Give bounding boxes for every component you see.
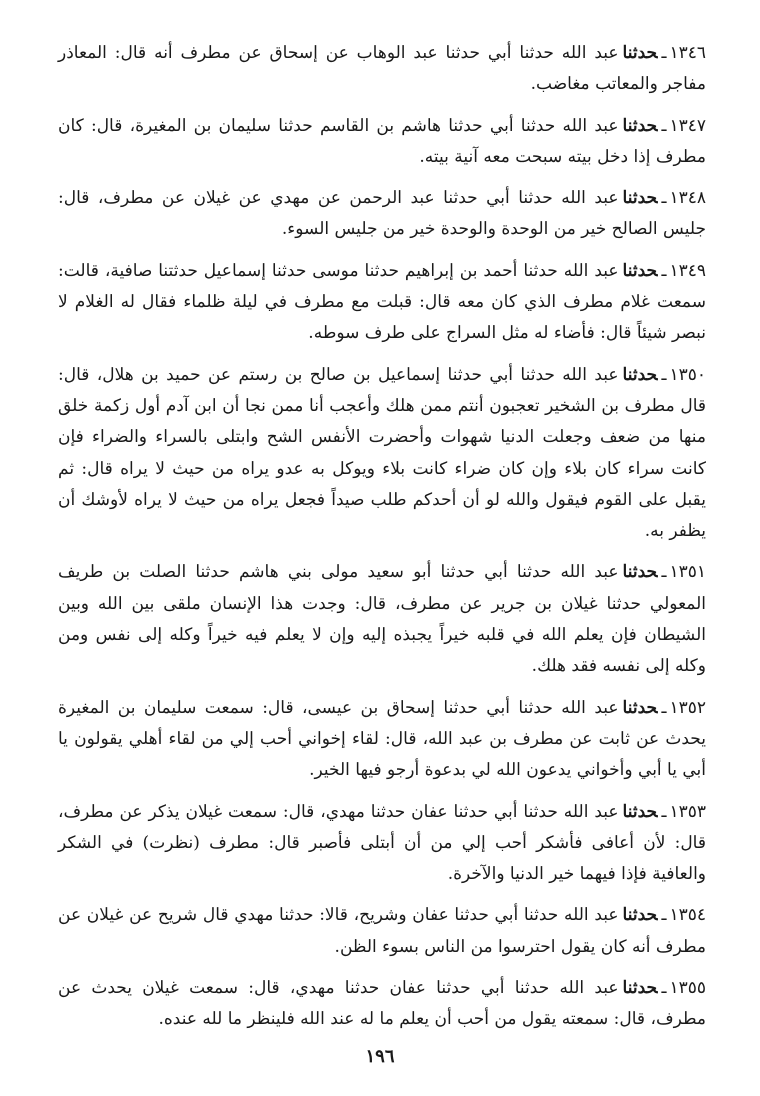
page-number: ١٩٦ bbox=[365, 1046, 395, 1067]
entry-dash: ـ bbox=[661, 562, 667, 583]
entry-dash: ـ bbox=[661, 43, 667, 63]
entry-dash: ـ bbox=[661, 978, 667, 999]
entry-dash: ـ bbox=[661, 905, 667, 926]
hadith-entry-1346 bbox=[58, 38, 706, 101]
entry-lead-word: حدثنا bbox=[622, 562, 658, 583]
entry-number: ١٣٥٥ bbox=[669, 978, 706, 999]
entry-lead-word: حدثنا bbox=[622, 43, 658, 63]
entry-number: ١٣٤٧ bbox=[669, 115, 706, 136]
entry-lead-word: حدثنا bbox=[622, 801, 658, 822]
hadith-entry-1350 bbox=[58, 360, 706, 548]
entry-text: عبد الله حدثنا أحمد بن إبراهيم حدثنا موسى حدثنا إسماعيل حدثتنا صافية، قالت: سمعت غلام مطرف الذي كان معه قال: قبلت مع مطرف في ليلة ظلماء فقال له الغلام لا نبصر شيئاً قال: فأضاء له مثل السراج على طرف سوطه. bbox=[58, 260, 706, 344]
entry-text: عبد الله حدثنا أبي حدثنا إسحاق بن عيسى، قال: سمعت سليمان بن المغيرة يحدث عن ثابت عن مطرف بن عبد الله، قال: لقاء إخواني أحب إلي من لقاء أهلي يقولون يا أبي يا أبي وأخواني يدعون الله لي بدعوة أرجو فيها الخير. bbox=[58, 697, 706, 781]
entry-lead-word: حدثنا bbox=[622, 905, 658, 926]
entry-text: عبد الله حدثنا أبي حدثنا هاشم بن القاسم حدثنا سليمان بن المغيرة، قال: كان مطرف إذا دخل بيته سبحت معه آنية بيته. bbox=[58, 115, 706, 167]
entry-number: ١٣٥١ bbox=[669, 562, 706, 583]
hadith-entry-1348 bbox=[58, 183, 706, 246]
entry-dash: ـ bbox=[661, 188, 667, 209]
entry-number: ١٣٤٦ bbox=[669, 43, 706, 63]
entry-dash: ـ bbox=[661, 697, 667, 718]
hadith-entry-1354 bbox=[58, 900, 706, 963]
entry-text: عبد الله حدثنا أبي حدثنا عفان حدثنا مهدي، قال: سمعت غيلان يحدث عن مطرف، قال: سمعته يقول من أحب أن يعلم ما له عند الله فلينظر ما لله عنده. bbox=[58, 978, 706, 1030]
hadith-entry-1352 bbox=[58, 693, 706, 787]
entry-dash: ـ bbox=[661, 801, 667, 822]
entry-dash: ـ bbox=[661, 115, 667, 136]
entry-number: ١٣٥٢ bbox=[669, 697, 706, 718]
entry-text: عبد الله حدثنا أبي حدثنا عبد الرحمن عن مهدي عن غيلان عن مطرف، قال: جليس الصالح خير من الوحدة والوحدة خير من جليس السوء. bbox=[58, 188, 706, 240]
entry-lead-word: حدثنا bbox=[622, 697, 658, 718]
entry-text: عبد الله حدثنا أبي حدثنا أبو سعيد مولى بني هاشم حدثنا الصلت بن طريف المعولي حدثنا غيلان بن جرير عن مطرف، قال: وجدت هذا الإنسان ملقى بين الله وبين الشيطان فإن يعلم الله في قلبه خيراً يجبذه إليه وإن لا يعلم فيه خيراً وكله إلى نفس ومن وكله إلى نفسه فقد هلك. bbox=[58, 562, 706, 677]
page-body bbox=[58, 38, 706, 1046]
entry-text: عبد الله حدثنا أبي حدثنا عفان وشريح، قالا: حدثنا مهدي قال شريح عن غيلان عن مطرف أنه كان يقول احترسوا من الناس بسوء الظن. bbox=[58, 905, 706, 957]
entry-text: عبد الله حدثنا أبي حدثنا عبد الوهاب عن إسحاق عن مطرف أنه قال: المعاذر مفاجر والمعاتب مغاضب. bbox=[58, 43, 706, 95]
entry-lead-word: حدثنا bbox=[622, 978, 658, 999]
entry-number: ١٣٥٠ bbox=[669, 364, 706, 385]
hadith-entry-1349 bbox=[58, 256, 706, 350]
entry-lead-word: حدثنا bbox=[622, 115, 658, 136]
entry-lead-word: حدثنا bbox=[622, 364, 658, 385]
entry-text: عبد الله حدثنا أبي حدثنا عفان حدثنا مهدي، قال: سمعت غيلان يذكر عن مطرف، قال: لأن أعافى فأشكر أحب إلي من أن أبتلى فأصبر قال: مطرف (نظرت) في الشكر والعافية فإذا فيهما خير الدنيا والآخرة. bbox=[58, 801, 706, 885]
entry-number: ١٣٥٣ bbox=[669, 801, 706, 822]
hadith-entry-1351 bbox=[58, 557, 706, 682]
entry-number: ١٣٤٨ bbox=[669, 188, 706, 209]
entry-number: ١٣٥٤ bbox=[669, 905, 706, 926]
hadith-entry-1347 bbox=[58, 111, 706, 174]
hadith-entry-1355 bbox=[58, 973, 706, 1036]
hadith-entry-1353 bbox=[58, 797, 706, 891]
entry-lead-word: حدثنا bbox=[622, 260, 658, 281]
entry-number: ١٣٤٩ bbox=[669, 260, 706, 281]
entry-dash: ـ bbox=[661, 260, 667, 281]
entry-lead-word: حدثنا bbox=[622, 188, 658, 209]
entry-text: عبد الله حدثنا أبي حدثنا إسماعيل بن صالح بن رستم عن حميد بن هلال، قال: قال مطرف بن الشخير تعجبون أنتم ممن هلك وأعجب أنا ممن نجا أن ابن آدم أول زكمة خلق منها من ضعف وجعلت الدنيا شهوات وأحضرت الأنفس الشح وابتلى بالسراء والضراء فإن كانت سراء كان بلاء وإن كان ضراء كانت بلاء ويوكل به عدو يراه من حيث لا يراه قال: ثم يقبل على القوم فيقول والله لو أن أحدكم طلب صيداً فجعل يراه من حيث لا يراه لأوشك أن يظفر به. bbox=[58, 364, 706, 542]
entry-dash: ـ bbox=[661, 364, 667, 385]
